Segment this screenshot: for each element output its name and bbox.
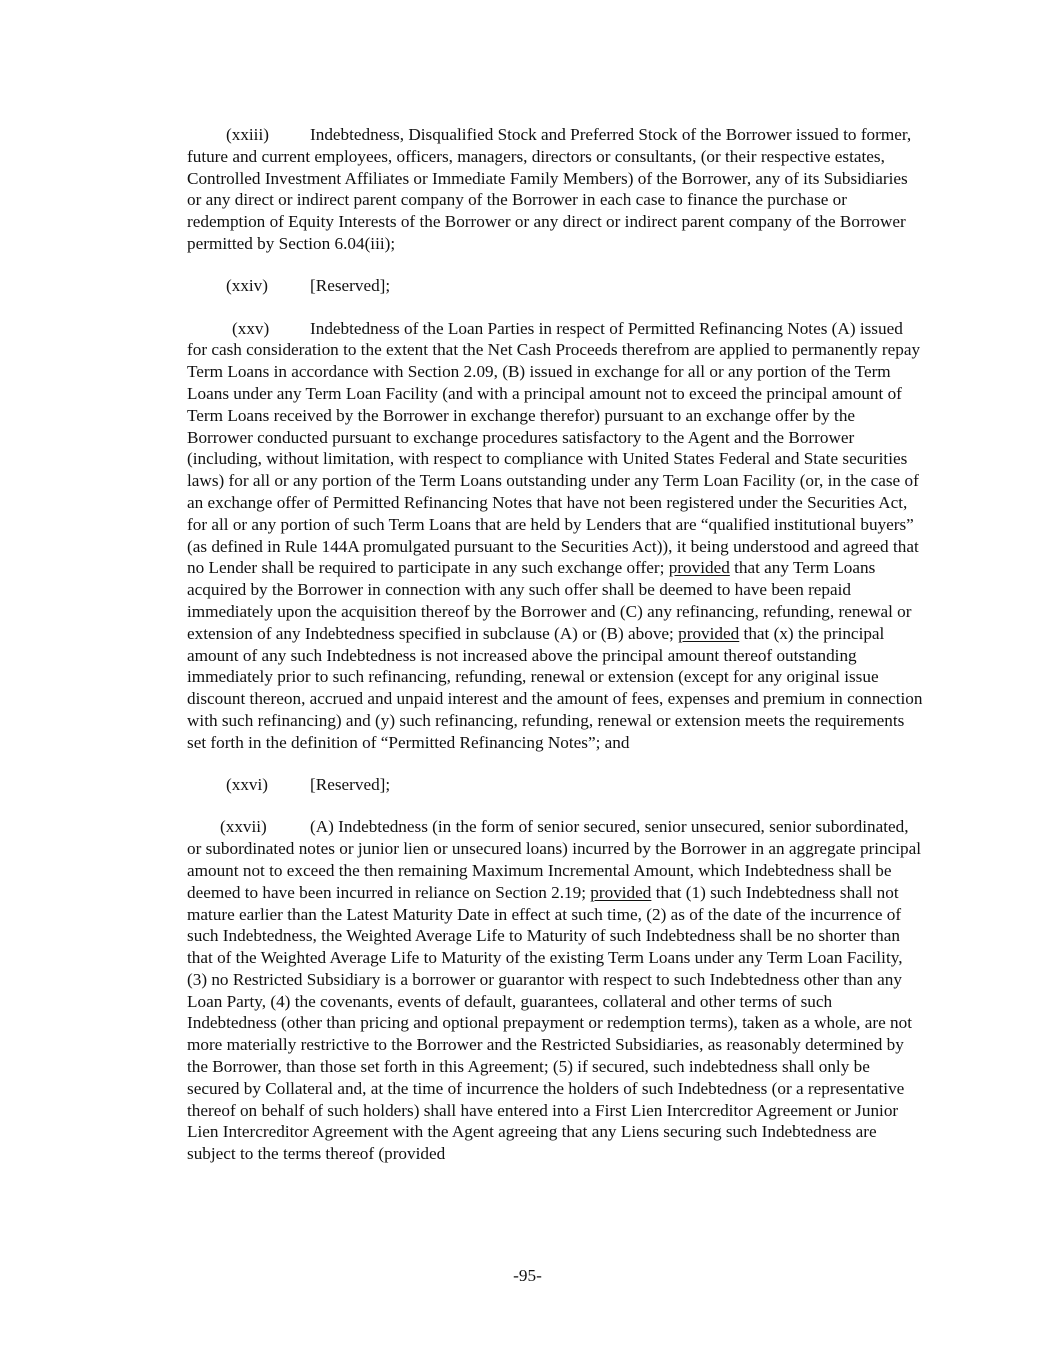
document-page (187, 124, 923, 1186)
clause-text: Indebtedness of the Loan Parties in respect of Permitted Refinancing Notes (A) issued for cash consideration to the extent that the Net Cash Proceeds therefrom are applied to permanently repay Term Loans in accordance with Section 2.09, (B) issued in exchange for all or any portion of the Term Loans under any Term Loan Facility (and with a principal amount not to exceed the principal amount of Term Loans received by the Borrower in exchange therefor) pursuant to an exchange offer by the Borrower conducted pursuant to exchange procedures satisfactory to the Agent and the Borrower (including, without limitation, with respect to compliance with United States Federal and State securities laws) for all or any portion of the Term Loans outstanding under any Term Loan Facility (or, in the case of an exchange offer of Permitted Refinancing Notes that have not been registered under the Securities Act, for all or any portion of such Term Loans that are held by Lenders that are “qualified institutional buyers” (as defined in Rule 144A promulgated pursuant to the Securities Act)), it being understood and agreed that no Lender shall be required to participate in any such exchange offer; (187, 318, 921, 578)
clause-text: that (x) the principal amount of any such Indebtedness is not increased above the principal amount thereof outstanding immediately prior to such refinancing, refunding, renewal or extension (except for any original issue discount thereon, accrued and unpaid interest and the amount of fees, expenses and premium in connection with such refinancing) and (y) such refinancing, refunding, renewal or extension meets the requirements set forth in the definition of “Permitted Refinancing Notes”; and (187, 623, 923, 752)
clause-text: Indebtedness, Disqualified Stock and Preferred Stock of the Borrower issued to former, future and current employees, officers, managers, directors or consultants, (or their respective estates, Controlled Investment Affiliates or Immediate Family Members) of the Borrower, any of its Subsidiaries or any direct or indirect parent company of the Borrower in each case to finance the purchase or redemption of Equity Interests of the Borrower or any direct or indirect parent company of the Borrower permitted by Section 6.04(iii); (187, 125, 912, 253)
paragraph-xxiii (187, 124, 923, 255)
clause-number: (xxiii) (226, 125, 269, 144)
provided-term: provided (678, 623, 740, 643)
provided-term: provided (590, 882, 652, 902)
provided-term: provided (668, 558, 730, 578)
clause-number: (xxv) (232, 318, 270, 338)
clause-text: [Reserved]; (310, 775, 391, 795)
paragraph-xxiv (187, 275, 923, 297)
clause-number: (xxvi) (226, 775, 269, 795)
clause-text: that any Term Loans acquired by the Borrower in connection with any such offer shall be deemed to have been repaid immediately upon the acquisition thereof by the Borrower and (C) any refinancing, refunding, renewal or extension of any Indebtedness specified in subclause (A) or (B) above; (187, 558, 912, 643)
paragraph-xxvi (187, 774, 923, 796)
clause-number: (xxvii) (220, 817, 267, 837)
clause-text: (A) Indebtedness (in the form of senior secured, senior unsecured, senior subordinated, or subordinated notes or junior lien or unsecured loans) incurred by the Borrower in an aggregate principal amount not to exceed the then remaining Maximum Incremental Amount, which Indebtedness shall be deemed to have been incurred in reliance on Section 2.19; (187, 817, 922, 902)
paragraph-xxv (187, 318, 923, 754)
clause-text: that (1) such Indebtedness shall not mature earlier than the Latest Maturity Date in effect at such time, (2) as of the date of the incurrence of such Indebtedness, the Weighted Average Life to Maturity of such Indebtedness shall be no shorter than that of the Weighted Average Life to Maturity of the existing Term Loans under any Term Loan Facility, (3) no Restricted Subsidiary is a borrower or guarantor with respect to such Indebtedness other than any Loan Party, (4) the covenants, events of default, guarantees, collateral and other terms of such Indebtedness (other than pricing and optional prepayment or redemption terms), taken as a whole, are not more materially restrictive to the Borrower and the Restricted Subsidiaries, as reasonably determined by the Borrower, than those set forth in this Agreement; (5) if secured, such indebtedness shall only be secured by Collateral and, at the time of incurrence the holders of such Indebtedness (or a representative thereof on behalf of such holders) shall have entered into a First Lien Intercreditor Agreement or Junior Lien Intercreditor Agreement with the Agent agreeing that any Liens securing such Indebtedness are subject to the terms thereof (provided (187, 882, 912, 1164)
paragraph-xxvii (187, 816, 923, 1165)
page-number: -95- (513, 1266, 542, 1285)
clause-number: (xxiv) (226, 276, 269, 296)
clause-text: [Reserved]; (310, 276, 391, 296)
